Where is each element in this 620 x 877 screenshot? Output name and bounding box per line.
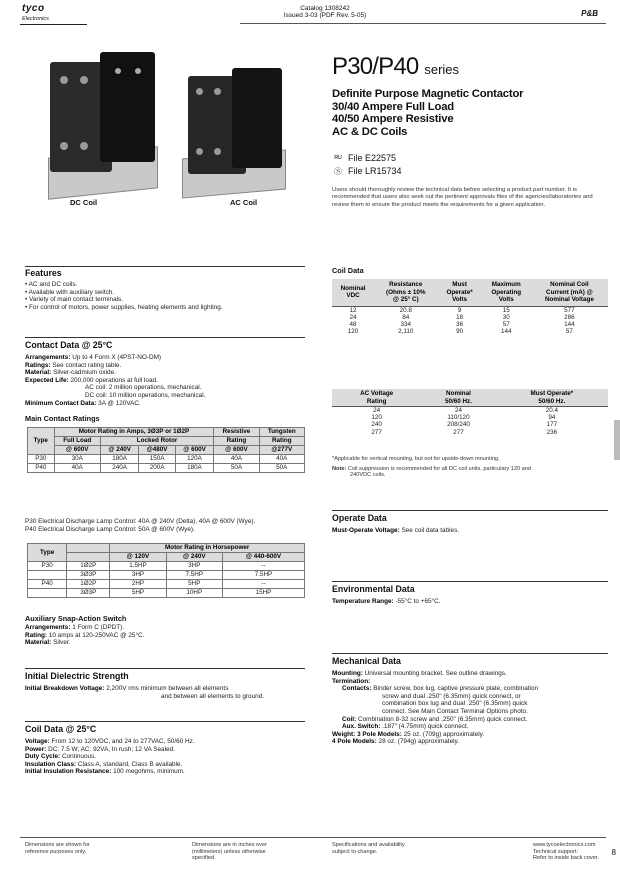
cell: 177: [546, 421, 558, 429]
value: 1 Form C (DPDT).: [72, 624, 125, 631]
label: Arrangements:: [25, 354, 71, 361]
catalog-number: Catalog 1308242: [300, 5, 350, 12]
value: See contact rating table.: [52, 361, 122, 369]
col-header-line: Volts: [498, 296, 514, 303]
col-header-line: Must: [452, 281, 467, 288]
col-header-line: Operating: [491, 288, 522, 296]
cell: 144: [500, 328, 512, 336]
value: From 12 to 120VDC, and 24 to 277VAC, 50/60 Hz.: [51, 738, 195, 745]
cell: 120A: [175, 455, 214, 464]
col-header: Type: [28, 428, 55, 455]
cell: 40A: [214, 455, 259, 464]
cell: 94: [548, 414, 556, 422]
col-header: [332, 279, 374, 306]
col-header: Full Load: [54, 437, 100, 446]
coil-footnotes: [332, 456, 608, 479]
footer-text: subject to change.: [332, 848, 378, 855]
cell: 120: [371, 414, 382, 422]
label: Weight: 3 Pole Models:: [332, 730, 402, 738]
cell: 334: [400, 320, 412, 328]
table-row: [28, 589, 305, 598]
col-header: @ 240V: [100, 446, 139, 455]
table-row: [28, 464, 305, 473]
contact-data-rule: [25, 337, 305, 338]
subtitle-line-4: AC & DC Coils: [332, 125, 408, 138]
footnote: *Applicable for vertical mounting, but not for upside-down mounting.: [332, 456, 500, 462]
catalog-issue: Issued 3-03 (PDF Rev. 5-05): [283, 12, 367, 20]
value: 100 megohms, minimum.: [113, 768, 185, 776]
cell: [28, 589, 67, 598]
cell: 240A: [100, 464, 139, 473]
footer-text: Dimensions are in inches over: [192, 842, 267, 848]
col-header: @ 600V: [175, 446, 214, 455]
col-header: @ 600V: [214, 446, 259, 455]
table-row: [28, 571, 305, 580]
ratings-notes: [25, 518, 315, 533]
cell: 24: [421, 407, 495, 415]
subtitle-line-2: 30/40 Ampere Full Load: [332, 100, 454, 113]
cell: [28, 571, 67, 580]
environment-heading: Environmental Data: [332, 584, 415, 594]
col-header: @480V: [139, 446, 175, 455]
cell: 180A: [100, 455, 139, 464]
note: P30 Electrical Discharge Lamp Control: 40A @ 240V (Delta), 40A @ 600V (Wye).: [25, 518, 256, 525]
label: Minimum Contact Data:: [25, 399, 97, 407]
features-heading: Features: [25, 268, 62, 278]
value: Up to 4 Form X (4PST-NO-DM): [72, 354, 162, 361]
series-name: P30/P40: [332, 53, 419, 80]
footer-text: Specifications and availability: [332, 842, 405, 848]
label: Initial Breakdown Voltage:: [25, 685, 105, 692]
cell: 9: [438, 306, 482, 314]
col-header: [332, 389, 421, 407]
col-header: [438, 279, 482, 306]
ul-icon: ᴿᵁ: [334, 154, 342, 163]
environment-rule: [332, 581, 608, 582]
table-row: [332, 421, 608, 428]
cell: 7.5HP: [166, 571, 222, 580]
value: Coil suppression is recommended for all DC coil units, particulary 120 and: [347, 465, 531, 472]
footer-rule: [20, 837, 606, 838]
table-row: [28, 562, 305, 571]
cell: --: [222, 562, 304, 571]
page-number: 8: [611, 848, 616, 857]
csa-file: [332, 166, 402, 177]
cell: P40: [28, 580, 67, 589]
product-subtitle: [332, 88, 523, 138]
col-header-line: 50/60 Hz.: [445, 397, 472, 405]
col-header-line: Maximum: [491, 281, 521, 288]
col-header-line: Must Operate*: [530, 390, 574, 397]
subtitle-line-3: 40/50 Ampere Resistive: [332, 113, 454, 125]
label: Termination:: [332, 677, 371, 685]
table-row: [332, 429, 608, 436]
label: Note:: [332, 465, 347, 472]
footer-text: Dimensions are shown for: [25, 842, 90, 848]
footer-col-1: [25, 842, 90, 855]
feature-item: • AC and DC coils.: [25, 281, 78, 288]
footer-text: specified.: [192, 855, 216, 862]
col-header: @ 440-600V: [222, 553, 304, 562]
footer-col-2: [192, 842, 267, 862]
label: Initial Insulation Resistance:: [25, 768, 112, 776]
cell: --: [222, 580, 304, 589]
csa-icon: Ⓢ: [334, 167, 342, 176]
value: AC coil: 2 million operations, mechanical.: [85, 384, 202, 392]
cell: 208/240: [447, 421, 470, 429]
cell: 150A: [139, 455, 175, 464]
main-ratings-heading: Main Contact Ratings: [25, 414, 100, 423]
col-header: Type: [28, 544, 67, 562]
coil-table: [332, 279, 608, 335]
col-header: Rating: [259, 437, 305, 446]
cell: 120: [347, 328, 359, 336]
value: Class A, standard, Class B available.: [77, 760, 183, 768]
coil-data-body: [25, 738, 315, 776]
value: Silver-cadmium oxide.: [53, 369, 116, 377]
value: See coil data tables.: [401, 527, 460, 534]
value: 25 oz. (709g) approximately.: [403, 730, 485, 738]
cell: 30A: [54, 455, 100, 464]
website-link[interactable]: www.tycoelectronics.com: [533, 842, 596, 848]
hp-table: [27, 543, 305, 598]
col-header: Motor Rating in Horsepower: [110, 544, 305, 553]
intro-text: Users should thoroughly review the technical data before selecting a product part number. It is recommended that users also seek out the pertinent approvals files of the agencies/laboratories and review them to ensure the product meets the requirements for a given application.: [332, 187, 593, 208]
pb-logo: P&B: [581, 9, 598, 18]
cell: 20.8: [374, 306, 437, 314]
features-list: [25, 281, 315, 311]
col-header: Locked Rotor: [100, 437, 214, 446]
cell: 3HP: [110, 571, 166, 580]
value: combination box lug and dual .250" (6.35mm) quick: [382, 700, 528, 708]
col-header: [374, 279, 437, 306]
note: P40 Electrical Discharge Lamp Control: 50A @ 600V (Wye).: [25, 525, 195, 533]
cell: 236: [546, 428, 558, 436]
catalog-info: [265, 5, 385, 19]
cell: 24: [349, 313, 357, 321]
col-header-line: 50/60 Hz.: [538, 397, 566, 405]
footer-col-4: [533, 842, 599, 862]
cell: 50A: [214, 464, 259, 473]
features-rule: [25, 266, 305, 267]
feature-item: • Available with auxiliary switch.: [25, 288, 115, 296]
cell: P30: [28, 562, 67, 571]
cell: 2,110: [398, 328, 414, 336]
cell: 3Ø3P: [67, 589, 110, 598]
col-header: [531, 279, 608, 306]
dc-coil-photo: [40, 50, 162, 198]
cell: 200A: [139, 464, 175, 473]
brand-logo: tyco: [22, 3, 45, 14]
col-header-line: Current (mA) @: [546, 288, 593, 296]
operate-rule: [332, 510, 608, 511]
subtitle-line-1: Definite Purpose Magnetic Contactor: [332, 88, 524, 100]
footer-text: reference purposes only.: [25, 848, 87, 855]
label: Arrangements:: [25, 624, 71, 631]
footer-text: Refer to inside back cover.: [533, 855, 599, 862]
value: 3A @ 120VAC.: [98, 399, 141, 407]
feature-item: • For control of motors, power supplies, heating elements and lighting.: [25, 303, 223, 311]
table-row: [332, 321, 608, 328]
contact-data-heading: Contact Data @ 25°C: [25, 340, 113, 350]
ac-coil-photo: [180, 68, 290, 198]
label: Expected Life:: [25, 376, 69, 384]
cell: 40A: [54, 464, 100, 473]
side-tab: [614, 420, 620, 460]
table-row: [28, 580, 305, 589]
cell: 5HP: [110, 589, 166, 598]
cell: 90: [456, 328, 464, 336]
cell: 1Ø2P: [67, 562, 110, 571]
value: 10 amps at 120-250VAC @ 25°C.: [48, 631, 145, 639]
cell: 180A: [175, 464, 214, 473]
col-header: @ 240V: [166, 553, 222, 562]
value: Binder screw, box lug, captive pressure plate, combination: [373, 685, 539, 693]
label: Ratings:: [25, 361, 51, 369]
value: Continuous.: [61, 753, 97, 761]
col-header-line: Nominal Coil: [550, 281, 589, 288]
coil-data-heading: Coil Data @ 25°C: [25, 724, 97, 734]
value: DC: 7.5 W; AC: 92VA, In rush; 12 VA Sealed.: [48, 745, 175, 753]
label: Must-Operate Voltage:: [332, 527, 400, 534]
coil-table-heading: Coil Data: [332, 266, 364, 275]
col-header: Tungsten: [259, 428, 305, 437]
cell: 15: [482, 306, 531, 314]
cell: 20.4: [496, 407, 608, 415]
value: 240VDC coils.: [350, 472, 386, 479]
cell: P30: [28, 455, 55, 464]
csa-file-number: File LR15734: [348, 166, 402, 176]
col-header-line: (Ohms ± 10%: [386, 288, 426, 296]
value: screw and dual .250" (6.35mm) quick connect, or: [382, 692, 521, 700]
cell: 110/120: [447, 414, 470, 422]
cell: 84: [402, 313, 410, 321]
cell: 2HP: [110, 580, 166, 589]
label: Contacts:: [342, 685, 372, 693]
environment-body: [332, 598, 608, 606]
ul-file-number: File E22575: [348, 153, 397, 163]
col-header: @ 600V: [54, 446, 100, 455]
cell: P40: [28, 464, 55, 473]
cell: 10HP: [166, 589, 222, 598]
cell: 48: [349, 320, 357, 328]
cell: 24: [332, 407, 421, 415]
cell: 3Ø3P: [67, 571, 110, 580]
col-header: @ 120V: [110, 553, 166, 562]
table-row: [332, 314, 608, 321]
value: connect. See Main Contact Terminal Options photo.: [382, 707, 528, 715]
cell: 30: [502, 313, 510, 321]
label: Rating:: [25, 631, 48, 639]
dielectric-heading: Initial Dielectric Strength: [25, 671, 129, 681]
col-header-line: Operate*: [446, 288, 473, 296]
cell: 50A: [259, 464, 305, 473]
ul-file: [332, 153, 396, 163]
value: 2,200V rms minimum between all elements: [106, 685, 229, 692]
cell: 57: [565, 328, 573, 336]
footer-text: Technical support:: [533, 848, 579, 855]
label: Material:: [25, 639, 52, 647]
col-header: [421, 389, 495, 407]
value: 28 oz. (794g) approximately.: [378, 738, 460, 746]
cell: 1.5HP: [110, 562, 166, 571]
series-suffix: series: [424, 62, 460, 77]
main-ratings-table: [27, 427, 305, 473]
header-rule: [240, 23, 606, 24]
col-header-line: Nominal Voltage: [544, 296, 594, 303]
table-row: [28, 455, 305, 464]
cell: 36: [456, 320, 464, 328]
cell: 7.5HP: [222, 571, 304, 580]
cell: 286: [564, 313, 575, 321]
label: Duty Cycle:: [25, 753, 61, 761]
cell: 277: [453, 428, 464, 436]
col-header-line: Rating: [366, 397, 387, 405]
label: Voltage:: [25, 738, 50, 745]
col-header: [482, 279, 531, 306]
cell: 277: [371, 428, 382, 436]
table-row: [332, 328, 608, 335]
operate-body: [332, 527, 608, 535]
table-row: [332, 407, 608, 415]
col-header-line: VDC: [346, 292, 360, 300]
table-row: [332, 306, 608, 314]
dielectric-rule: [25, 668, 305, 669]
value: and between all elements to ground.: [161, 692, 265, 700]
aux-switch-heading: Auxiliary Snap-Action Switch: [25, 614, 127, 623]
label: Material:: [25, 369, 52, 377]
cell: 12: [332, 306, 374, 314]
col-header-line: Nominal: [340, 284, 366, 292]
col-header-line: Volts: [452, 296, 468, 303]
dielectric-body: [25, 685, 315, 700]
col-header: Resistive: [214, 428, 259, 437]
brand-subtitle: Electronics: [22, 16, 49, 22]
footer-text: (millimeters) unless otherwise: [192, 848, 266, 855]
col-header-line: Nominal: [446, 390, 471, 397]
value: 200,000 operations at full load.: [70, 376, 158, 384]
cell: 5HP: [166, 580, 222, 589]
cell: 3HP: [166, 562, 222, 571]
mechanical-body: [332, 670, 608, 746]
ac-coil-table: [332, 389, 608, 436]
dc-coil-label: DC Coil: [70, 198, 98, 207]
mechanical-rule: [332, 653, 608, 654]
aux-switch-body: [25, 624, 315, 647]
label: Power:: [25, 745, 47, 753]
col-header: Rating: [214, 437, 259, 446]
col-header-line: AC Voltage: [360, 390, 394, 397]
operate-heading: Operate Data: [332, 513, 387, 523]
coil-data-rule: [25, 721, 305, 722]
footer-col-3: [332, 842, 405, 855]
contact-data-body: [25, 354, 315, 407]
table-row: [332, 414, 608, 421]
cell: 1Ø2P: [67, 580, 110, 589]
label: Temperature Range:: [332, 598, 394, 605]
value: .187" (4.75mm) quick connect.: [382, 723, 469, 731]
label: 4 Pole Models:: [332, 738, 377, 746]
ac-coil-label: AC Coil: [230, 198, 258, 207]
value: Universal mounting bracket. See outline drawings.: [364, 670, 507, 677]
value: Combination 8-32 screw and .250" (6.35mm) quick connect.: [357, 715, 528, 723]
cell: 577: [531, 306, 608, 314]
cell: 240: [371, 421, 382, 429]
cell: 15HP: [222, 589, 304, 598]
col-header: [496, 389, 608, 407]
label: Insulation Class:: [25, 760, 77, 768]
label: Aux. Switch:: [342, 723, 381, 731]
series-title: [332, 53, 459, 81]
feature-item: • Variety of main contact terminals.: [25, 296, 124, 304]
brand-underline: [20, 24, 87, 25]
value: DC coil: 10 million operations, mechanical.: [85, 391, 206, 399]
cell: 40A: [259, 455, 305, 464]
col-header: @277V: [259, 446, 305, 455]
cell: 57: [502, 320, 510, 328]
mechanical-heading: Mechanical Data: [332, 656, 401, 666]
value: Silver.: [53, 639, 71, 647]
label: Mounting:: [332, 670, 363, 677]
col-header-line: @ 25° C): [392, 296, 419, 303]
cell: 144: [564, 320, 575, 328]
col-header: Motor Rating in Amps, 3Ø3P or 1Ø2P: [54, 428, 214, 437]
cell: 18: [456, 313, 464, 321]
label: Coil:: [342, 715, 357, 723]
col-header-line: Resistance: [389, 281, 423, 288]
value: -55°C to +65°C.: [395, 598, 441, 605]
